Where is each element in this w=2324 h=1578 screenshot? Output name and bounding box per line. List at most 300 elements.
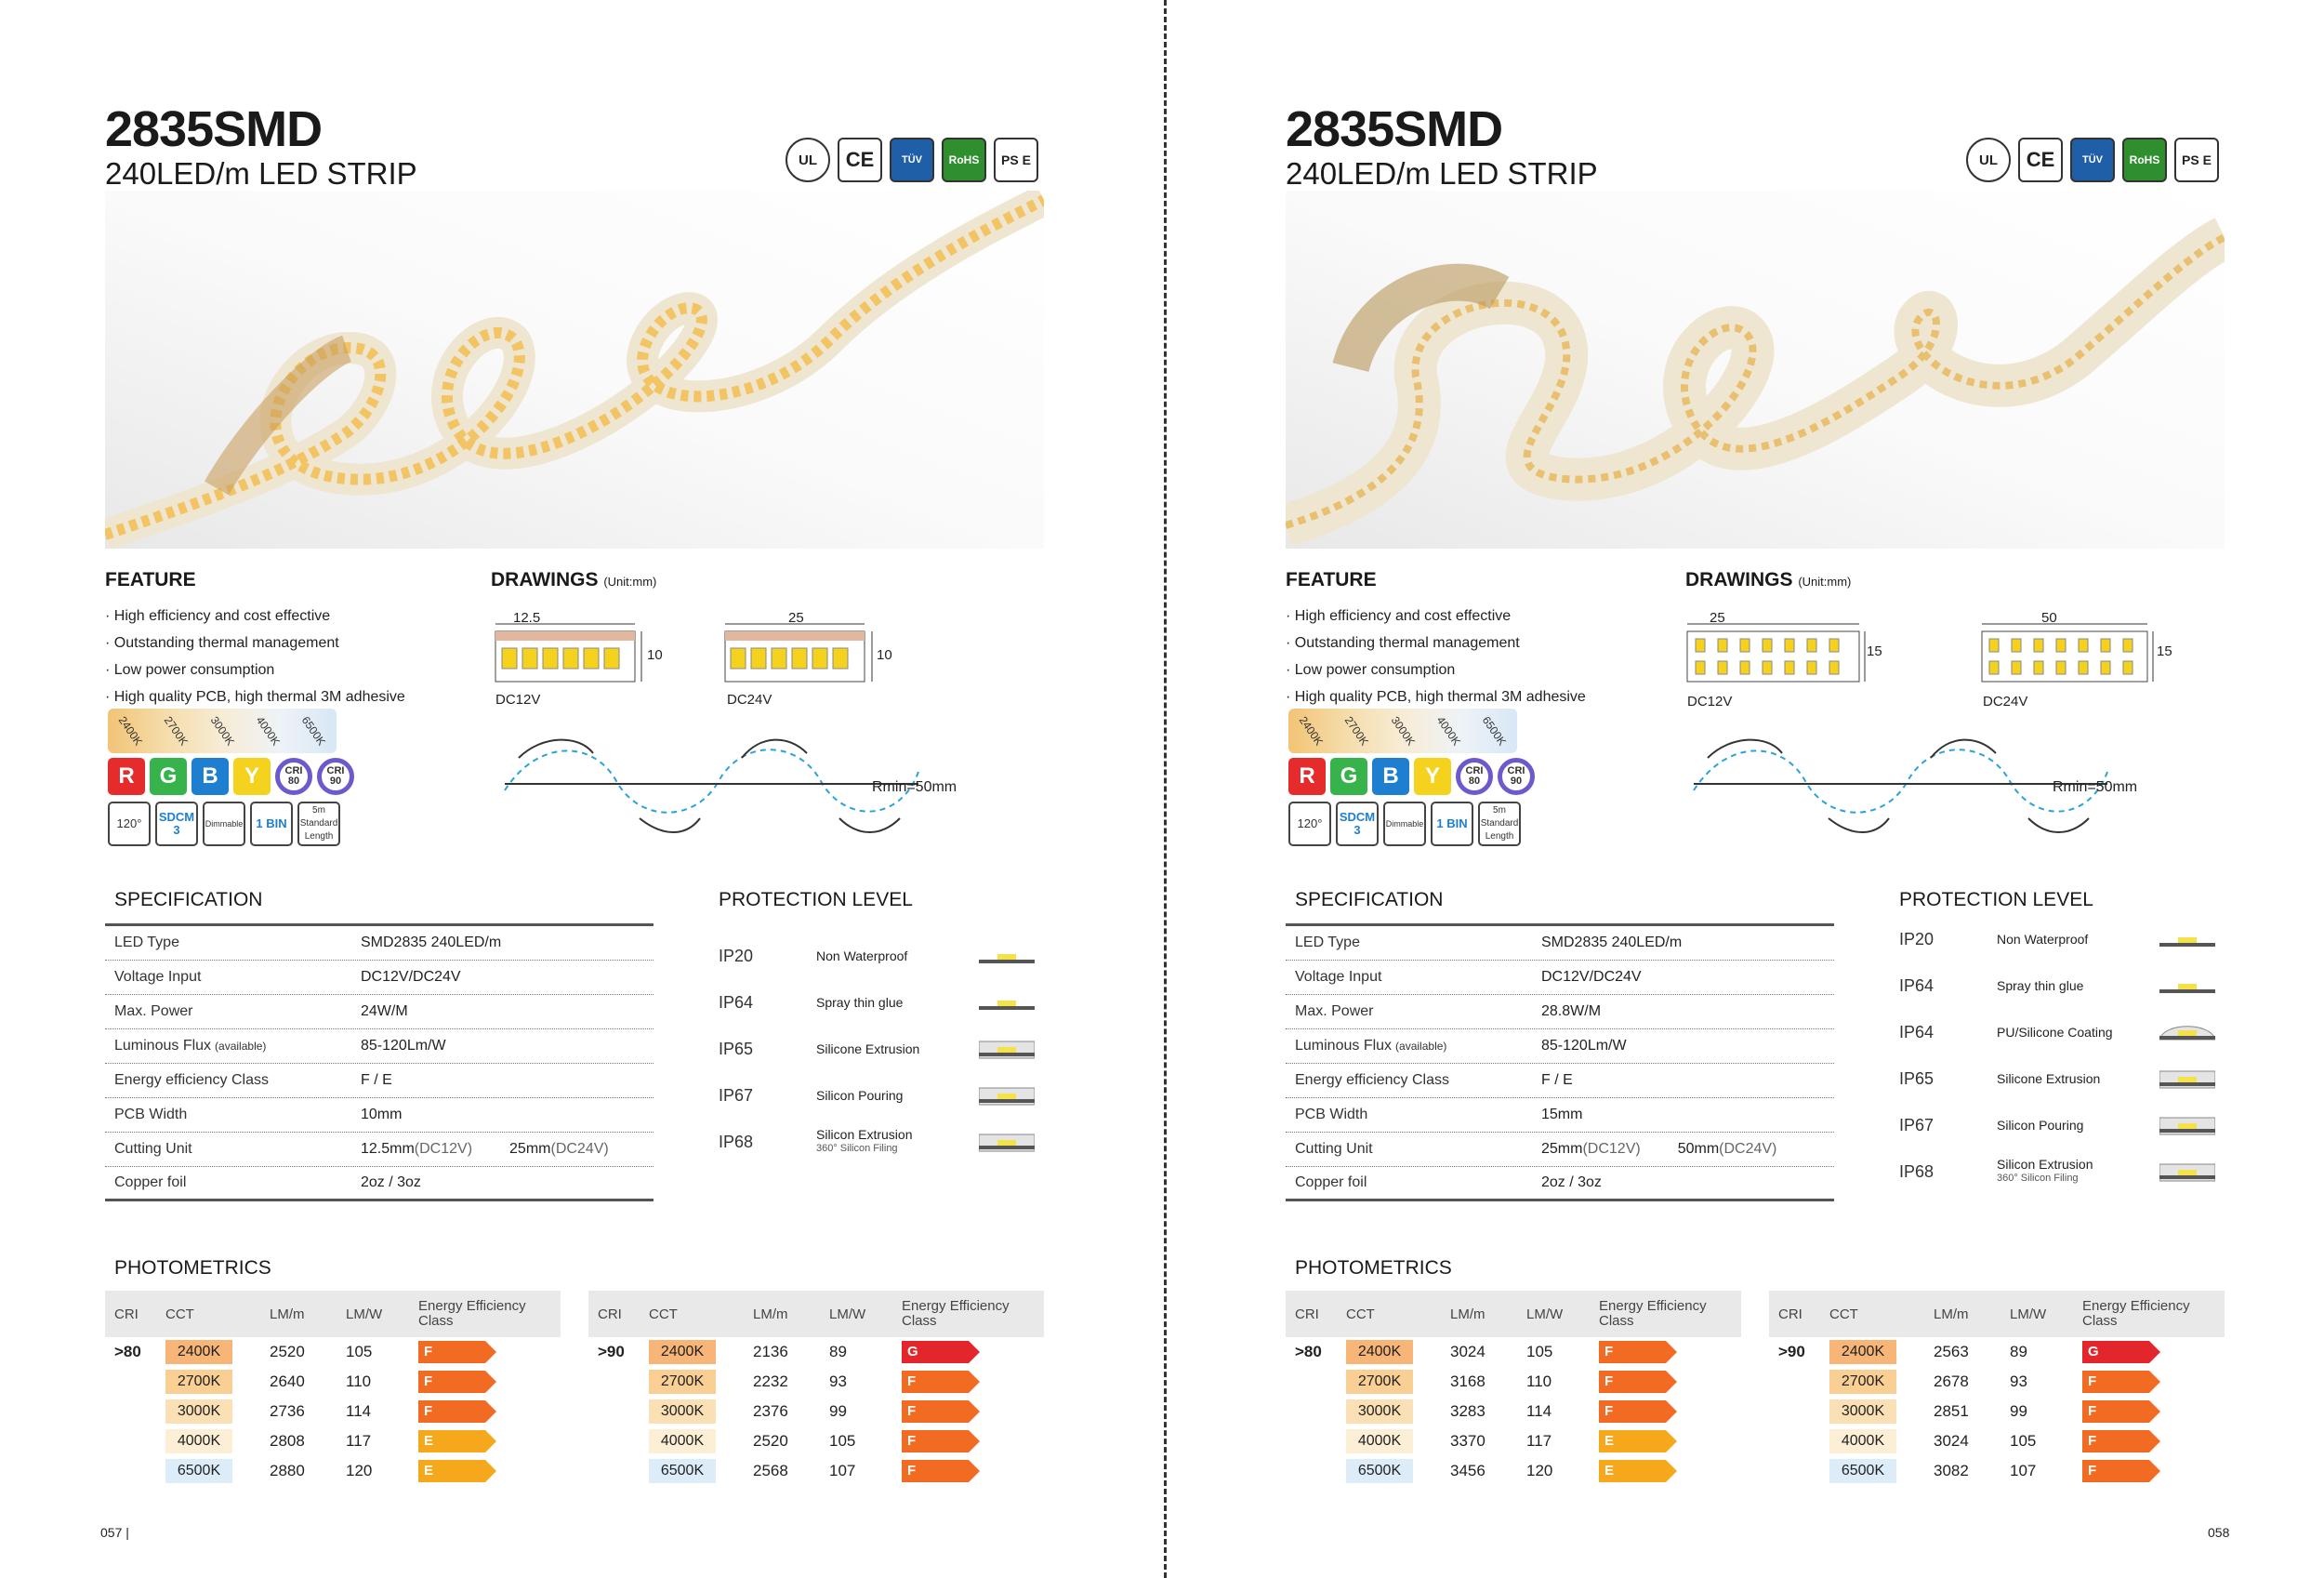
energy-class-arrow: G — [2082, 1341, 2149, 1363]
spec-value-2 — [509, 1141, 609, 1158]
pse-cert-icon: PS E — [2174, 138, 2219, 182]
drawing-dc24v — [1982, 624, 2153, 682]
spec-row — [1286, 1029, 1834, 1064]
cri-value: >80 — [114, 1343, 141, 1360]
protection-desc — [1997, 1026, 2159, 1040]
cct-cell — [649, 1459, 742, 1483]
feature-item: · High efficiency and cost effective — [1286, 608, 1512, 624]
photometrics-row — [105, 1426, 561, 1456]
feature-item: · High quality PCB, high thermal 3M adhesive — [105, 689, 405, 705]
spec-value-text: DC12V/DC24V — [1541, 969, 1642, 985]
ip-rating: IP67 — [719, 1085, 754, 1105]
sdcm-icon: SDCM 3 — [155, 802, 198, 846]
spec-key-text: PCB Width — [114, 1107, 188, 1122]
spec-badges — [108, 802, 340, 846]
cct-value: 3000K — [649, 1399, 716, 1424]
spec-key-text: Luminous Flux — [114, 1038, 212, 1054]
drawings-title — [491, 569, 656, 591]
cct-value: 2400K — [1346, 1340, 1413, 1364]
protection-desc — [1997, 1158, 2159, 1186]
drawing-diagrams — [1683, 609, 2175, 851]
photometrics-row — [105, 1397, 561, 1426]
protection-row — [719, 1072, 1035, 1119]
cct-cell — [649, 1340, 742, 1364]
photometrics-row — [588, 1426, 1044, 1456]
header-cri: CRI — [598, 1306, 622, 1322]
spec-value — [1541, 1038, 1834, 1054]
header-cri: CRI — [114, 1306, 139, 1322]
led-strip-photo — [1286, 191, 2225, 549]
protection-profile-icon — [2159, 975, 2215, 996]
spec-key — [105, 969, 361, 986]
spec-value-text: 15mm — [1541, 1107, 1583, 1122]
energy-class-cell — [892, 1460, 1044, 1482]
energy-class-cell — [892, 1371, 1044, 1393]
spec-key — [105, 1038, 361, 1054]
bin-icon: 1 BIN — [1431, 802, 1473, 846]
protection-title: PROTECTION LEVEL — [719, 889, 913, 910]
spec-row — [105, 1029, 654, 1064]
protection-desc — [816, 949, 979, 963]
feature-item: · High quality PCB, high thermal 3M adhesive — [1286, 689, 1586, 705]
cri80-icon: CRI 80 — [1456, 758, 1493, 795]
spec-key-text: Max. Power — [114, 1003, 193, 1019]
drawings-title — [1685, 569, 1851, 591]
ip-rating: IP64 — [1899, 975, 1934, 995]
energy-class-arrow: G — [902, 1341, 969, 1363]
cri-value: >90 — [598, 1343, 625, 1360]
feature-item: · Low power consumption — [105, 662, 275, 678]
spec-value-text: 85-120Lm/W — [1541, 1038, 1627, 1054]
protection-title: PROTECTION LEVEL — [1899, 889, 2093, 910]
lmw-value: 93 — [2010, 1372, 2027, 1390]
drawings-title-text: DRAWINGS — [491, 569, 599, 590]
pse-cert-icon: PS E — [994, 138, 1038, 182]
led-strip-photo — [105, 191, 1044, 549]
energy-class-cell — [1590, 1341, 1741, 1363]
energy-class-arrow: F — [2082, 1430, 2149, 1452]
drawing-dc12v — [1687, 624, 1865, 682]
spec-value-text: SMD2835 240LED/m — [1541, 935, 1683, 950]
header-ee: Energy Efficiency Class — [2082, 1298, 2190, 1329]
protection-list — [719, 933, 1035, 1165]
cct-tag: 2700K — [1342, 713, 1372, 749]
protection-profile-icon — [979, 946, 1035, 966]
spec-value-note: (DC12V) — [414, 1141, 473, 1157]
header-ee: Energy Efficiency Class — [418, 1298, 526, 1329]
photometrics-row — [105, 1367, 561, 1397]
energy-class-cell — [892, 1430, 1044, 1452]
header-lmw: LM/W — [1526, 1306, 1564, 1322]
header-cri: CRI — [1778, 1306, 1802, 1322]
spec-value — [361, 1038, 654, 1054]
spec-value-text: F / E — [1541, 1072, 1573, 1088]
spec-row — [105, 926, 654, 961]
photometrics-title: PHOTOMETRICS — [1295, 1257, 1452, 1279]
page-title: 2835SMD — [105, 101, 323, 157]
cct-value: 4000K — [649, 1429, 716, 1453]
spec-key-text: Max. Power — [1295, 1003, 1374, 1019]
spec-row — [105, 995, 654, 1029]
spec-key — [105, 1174, 361, 1191]
length-icon: 5m Standard Length — [1478, 802, 1521, 846]
rmin-label: Rmin=50mm — [2053, 779, 2138, 795]
cct-cell — [649, 1399, 742, 1424]
cct-cell — [165, 1459, 258, 1483]
cct-cell — [1829, 1370, 1922, 1394]
spec-key-text: Luminous Flux — [1295, 1038, 1393, 1054]
page-subtitle: 240LED/m LED STRIP — [105, 156, 417, 191]
feature-list — [1286, 603, 1586, 710]
energy-class-cell — [1590, 1430, 1741, 1452]
energy-class-cell — [1590, 1400, 1741, 1423]
spec-value — [361, 1141, 654, 1158]
lmw-value: 105 — [2010, 1432, 2037, 1450]
cri-value: >90 — [1778, 1343, 1805, 1360]
energy-class-arrow: F — [1599, 1341, 1666, 1363]
photometrics-row — [105, 1337, 561, 1367]
cct-cell — [1829, 1459, 1922, 1483]
feature-item: · Low power consumption — [1286, 662, 1456, 678]
energy-class-cell — [892, 1341, 1044, 1363]
ip-rating: IP68 — [1899, 1161, 1934, 1181]
header-cct: CCT — [649, 1306, 678, 1322]
spec-key — [105, 1072, 361, 1089]
spec-value-text: F / E — [361, 1072, 392, 1088]
color-options — [108, 758, 354, 795]
header-cct: CCT — [165, 1306, 194, 1322]
energy-class-arrow: E — [418, 1430, 485, 1452]
cert-logos — [1966, 138, 2219, 182]
cert-logos — [786, 138, 1038, 182]
feature-list — [105, 603, 405, 710]
cct-value: 2400K — [1829, 1340, 1896, 1364]
ip-rating: IP20 — [719, 946, 754, 965]
draw1-label: DC12V — [495, 692, 541, 708]
cct-value: 3000K — [165, 1399, 232, 1424]
photometrics-header — [1286, 1291, 1741, 1337]
draw1-height: 15 — [1867, 643, 1882, 659]
protection-row — [719, 979, 1035, 1026]
drawings-unit: (Unit:mm) — [1798, 575, 1852, 589]
protection-row — [1899, 1055, 2215, 1102]
spec-key-note: (available) — [1395, 1040, 1447, 1053]
ul-cert-icon: UL — [1966, 138, 2011, 182]
page-title: 2835SMD — [1286, 101, 1503, 157]
spec-value-2-note: (DC24V) — [550, 1141, 609, 1157]
cct-cell — [165, 1399, 258, 1424]
tuv-cert-icon: TÜV — [2070, 138, 2115, 182]
lm-value: 2880 — [270, 1462, 305, 1479]
cct-cell — [1829, 1429, 1922, 1453]
feature-title: FEATURE — [1286, 569, 1377, 590]
spec-value-2-text: 25mm — [509, 1141, 551, 1157]
lm-value: 2568 — [753, 1462, 788, 1479]
ip-rating: IP65 — [1899, 1068, 1934, 1088]
protection-desc — [816, 1128, 979, 1156]
header-lm: LM/m — [1934, 1306, 1969, 1322]
sdcm-icon: SDCM 3 — [1336, 802, 1379, 846]
spec-value-text: 10mm — [361, 1107, 403, 1122]
lm-value: 2136 — [753, 1343, 788, 1360]
lmw-value: 105 — [1526, 1343, 1553, 1360]
protection-desc-text: Silicone Extrusion — [816, 1041, 920, 1056]
lm-value: 3024 — [1934, 1432, 1969, 1450]
green-icon: G — [150, 758, 187, 795]
spec-value-2 — [1678, 1141, 1777, 1158]
lm-value: 2232 — [753, 1372, 788, 1390]
cri90-icon: CRI 90 — [1498, 758, 1535, 795]
yellow-icon: Y — [233, 758, 271, 795]
cct-value: 2700K — [649, 1370, 716, 1394]
spec-badges — [1288, 802, 1521, 846]
drawing-dc12v — [495, 624, 641, 682]
length-icon: 5m Standard Length — [297, 802, 340, 846]
lmw-value: 105 — [829, 1432, 856, 1450]
spec-key-text: Voltage Input — [1295, 969, 1382, 985]
protection-desc — [1997, 979, 2159, 993]
page-number: 057 | — [100, 1525, 129, 1540]
energy-class-arrow: F — [902, 1430, 969, 1452]
drawing-dc24v — [725, 624, 872, 682]
energy-class-cell — [892, 1400, 1044, 1423]
spec-value — [361, 1174, 654, 1191]
energy-class-cell — [2073, 1430, 2225, 1452]
protection-profile-icon — [979, 1132, 1035, 1152]
lm-value: 2678 — [1934, 1372, 1969, 1390]
header-lmw: LM/W — [346, 1306, 383, 1322]
photometrics-row — [1769, 1397, 2225, 1426]
energy-class-cell — [409, 1460, 561, 1482]
red-icon: R — [1288, 758, 1326, 795]
spec-row — [1286, 1098, 1834, 1133]
lm-value: 3082 — [1934, 1462, 1969, 1479]
cct-value: 2700K — [165, 1370, 232, 1394]
spec-key — [1286, 1107, 1541, 1123]
spec-key — [105, 1141, 361, 1158]
red-icon: R — [108, 758, 145, 795]
rohs-cert-icon: RoHS — [942, 138, 986, 182]
spec-value — [1541, 1174, 1834, 1191]
protection-desc-sub: 360° Silicon Filing — [1997, 1173, 2079, 1184]
protection-desc-text: Silicon Pouring — [1997, 1117, 2084, 1133]
header-cri: CRI — [1295, 1306, 1319, 1322]
spec-table — [105, 923, 654, 1201]
protection-row — [719, 933, 1035, 979]
photometrics-table-cri90 — [1769, 1291, 2225, 1486]
cct-value: 2700K — [1829, 1370, 1896, 1394]
energy-class-cell — [2073, 1371, 2225, 1393]
page-number: 058 — [2208, 1525, 2230, 1540]
energy-class-cell — [2073, 1341, 2225, 1363]
spec-value — [1541, 1141, 1834, 1158]
lmw-value: 99 — [2010, 1402, 2027, 1420]
header-cct: CCT — [1346, 1306, 1375, 1322]
spec-key — [1286, 1038, 1541, 1054]
tuv-cert-icon: TÜV — [890, 138, 934, 182]
photometrics-row — [1286, 1367, 1741, 1397]
energy-class-cell — [409, 1371, 561, 1393]
spec-value — [361, 1072, 654, 1089]
cct-value: 4000K — [165, 1429, 232, 1453]
lm-value: 2808 — [270, 1432, 305, 1450]
energy-class-arrow: F — [2082, 1460, 2149, 1482]
draw2-height: 10 — [877, 647, 892, 663]
energy-class-arrow: F — [1599, 1371, 1666, 1393]
cct-tag: 6500K — [298, 713, 329, 749]
spec-value — [361, 969, 654, 986]
spec-key — [1286, 969, 1541, 986]
spec-key — [105, 935, 361, 951]
photometrics-row — [1769, 1456, 2225, 1486]
bend-radius-diagram — [505, 740, 918, 832]
spec-value-text: DC12V/DC24V — [361, 969, 461, 985]
photometrics-row — [1286, 1337, 1741, 1367]
lmw-value: 120 — [1526, 1462, 1553, 1479]
protection-desc-text: Spray thin glue — [816, 994, 904, 1010]
spec-row — [105, 961, 654, 995]
dimmable-icon: Dimmable — [203, 802, 245, 846]
photometrics-header — [588, 1291, 1044, 1337]
ip-rating: IP67 — [1899, 1115, 1934, 1134]
dimmable-icon: Dimmable — [1383, 802, 1426, 846]
spec-key-text: Energy efficiency Class — [114, 1072, 269, 1088]
protection-row — [719, 1119, 1035, 1165]
cct-cell — [165, 1340, 258, 1364]
lmw-value: 120 — [346, 1462, 373, 1479]
lmw-value: 110 — [1526, 1372, 1552, 1390]
spec-row — [1286, 926, 1834, 961]
spec-value — [1541, 1003, 1834, 1020]
ul-cert-icon: UL — [786, 138, 830, 182]
cct-color-bar — [108, 709, 337, 753]
draw2-width: 50 — [2041, 610, 2057, 626]
spec-title: SPECIFICATION — [1295, 889, 1444, 910]
photometrics-header — [1769, 1291, 2225, 1337]
feature-title: FEATURE — [105, 569, 196, 590]
spec-key-text: PCB Width — [1295, 1107, 1368, 1122]
bin-icon: 1 BIN — [250, 802, 293, 846]
spec-key-text: Cutting Unit — [114, 1141, 192, 1157]
protection-row — [1899, 916, 2215, 962]
ce-cert-icon: CE — [2018, 138, 2063, 182]
energy-class-arrow: F — [418, 1371, 485, 1393]
lm-value: 2376 — [753, 1402, 788, 1420]
cct-tag: 2400K — [115, 713, 146, 749]
protection-profile-icon — [979, 1039, 1035, 1059]
cct-value: 6500K — [165, 1459, 232, 1483]
lm-value: 3024 — [1450, 1343, 1486, 1360]
draw1-height: 10 — [647, 647, 663, 663]
spec-row — [1286, 995, 1834, 1029]
spec-key-note: (available) — [215, 1040, 267, 1053]
spec-key — [1286, 1003, 1541, 1020]
photometrics-title: PHOTOMETRICS — [114, 1257, 271, 1279]
energy-class-arrow: F — [418, 1400, 485, 1423]
feature-item: · Outstanding thermal management — [105, 635, 339, 651]
photometrics-row — [588, 1367, 1044, 1397]
header-cct: CCT — [1829, 1306, 1858, 1322]
spec-value-text: 28.8W/M — [1541, 1003, 1602, 1019]
lm-value: 3168 — [1450, 1372, 1486, 1390]
lmw-value: 89 — [829, 1343, 847, 1360]
feature-item: · High efficiency and cost effective — [105, 608, 331, 624]
cct-cell — [165, 1429, 258, 1453]
cct-cell — [1346, 1429, 1439, 1453]
spec-row — [1286, 1167, 1834, 1201]
energy-class-arrow: E — [418, 1460, 485, 1482]
protection-row — [1899, 1009, 2215, 1055]
spec-table — [1286, 923, 1834, 1201]
protection-desc-text: Non Waterproof — [816, 948, 908, 963]
blue-icon: B — [191, 758, 229, 795]
cct-value: 3000K — [1829, 1399, 1896, 1424]
lmw-value: 93 — [829, 1372, 847, 1390]
cct-value: 6500K — [649, 1459, 716, 1483]
photometrics-row — [588, 1397, 1044, 1426]
photometrics-table-cri90 — [588, 1291, 1044, 1486]
protection-desc-text: Silicon Extrusion — [1997, 1157, 2093, 1172]
protection-profile-icon — [2159, 929, 2215, 949]
protection-desc-text: Silicone Extrusion — [1997, 1070, 2101, 1086]
energy-class-arrow: E — [1599, 1430, 1666, 1452]
cct-cell — [1346, 1370, 1439, 1394]
draw1-width: 25 — [1710, 610, 1725, 626]
lmw-value: 110 — [346, 1372, 372, 1390]
blue-icon: B — [1372, 758, 1409, 795]
header-lmw: LM/W — [829, 1306, 866, 1322]
header-ee: Energy Efficiency Class — [1599, 1298, 1707, 1329]
drawings-title-text: DRAWINGS — [1685, 569, 1793, 590]
cct-value: 3000K — [1346, 1399, 1413, 1424]
spec-row — [1286, 1064, 1834, 1098]
energy-class-arrow: F — [2082, 1400, 2149, 1423]
green-icon: G — [1330, 758, 1367, 795]
yellow-icon: Y — [1414, 758, 1451, 795]
protection-profile-icon — [2159, 1068, 2215, 1089]
protection-profile-icon — [979, 1085, 1035, 1106]
spec-key-text: LED Type — [114, 935, 179, 950]
ip-rating: IP68 — [719, 1132, 754, 1151]
spec-key — [105, 1107, 361, 1123]
spec-row — [105, 1133, 654, 1167]
protection-profile-icon — [2159, 1161, 2215, 1182]
cct-value: 6500K — [1829, 1459, 1896, 1483]
draw1-label: DC12V — [1687, 694, 1733, 709]
energy-class-cell — [2073, 1400, 2225, 1423]
lm-value: 3370 — [1450, 1432, 1486, 1450]
ip-rating: IP64 — [719, 992, 754, 1012]
spec-value-text: SMD2835 240LED/m — [361, 935, 502, 950]
draw2-width: 25 — [788, 610, 804, 626]
spec-value-text: 12.5mm — [361, 1141, 415, 1157]
energy-class-arrow: F — [902, 1371, 969, 1393]
cct-tag: 4000K — [253, 713, 283, 749]
spec-value-2-note: (DC24V) — [1719, 1141, 1777, 1157]
cct-tag: 2400K — [1296, 713, 1327, 749]
photometrics-row — [1286, 1426, 1741, 1456]
spec-value-text: 2oz / 3oz — [1541, 1174, 1602, 1190]
ip-rating: IP64 — [1899, 1022, 1934, 1041]
draw2-label: DC24V — [1983, 694, 2028, 709]
lmw-value: 107 — [2010, 1462, 2037, 1479]
lm-value: 3283 — [1450, 1402, 1486, 1420]
photometrics-row — [588, 1456, 1044, 1486]
spec-value — [1541, 935, 1834, 951]
spec-key — [105, 1003, 361, 1020]
lm-value: 2736 — [270, 1402, 305, 1420]
page-divider — [1164, 0, 1167, 1578]
